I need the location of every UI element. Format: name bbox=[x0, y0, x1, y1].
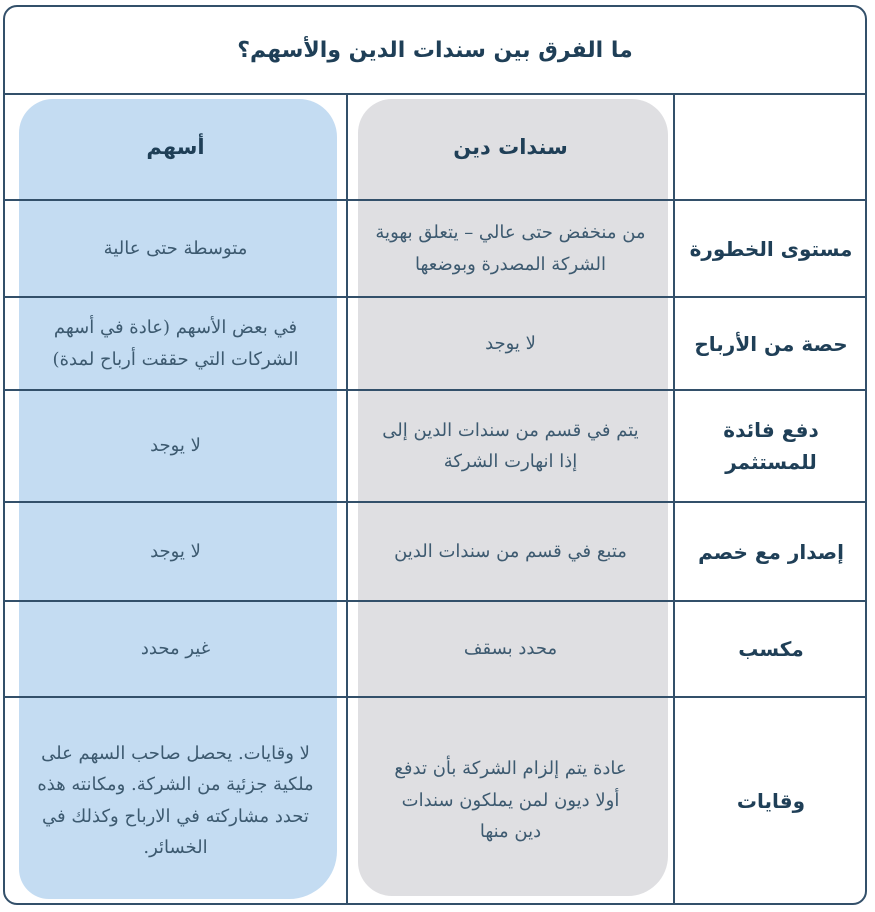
header-stocks: أسهم bbox=[146, 134, 205, 159]
bonds-discount-value: متبع في قسم من سندات الدين bbox=[394, 540, 627, 562]
comparison-table bbox=[3, 5, 867, 905]
row-label-gain: مكسب bbox=[738, 637, 804, 661]
row-label-interest: دفع فائدة للمستثمر bbox=[723, 418, 819, 474]
stocks-interest-value: لا يوجد bbox=[150, 435, 201, 457]
stocks-risk-value: متوسطة حتى عالية bbox=[103, 237, 248, 259]
bonds-interest-value: يتم في قسم من سندات الدين إلى إذا انهارت الشركة bbox=[382, 419, 639, 472]
stocks-protections-value: لا وقايات. يحصل صاحب السهم على ملكية جزئية من الشركة. ومكانته هذه تحدد مشاركته في الارباح وكذلك في الخسائر. bbox=[37, 742, 314, 858]
row-label-risk: مستوى الخطورة bbox=[689, 236, 853, 261]
stocks-dividends-value: في بعض الأسهم (عادة في أسهم الشركات التي حققت أرباح لمدة) bbox=[52, 317, 299, 370]
header-empty bbox=[675, 95, 867, 199]
bonds-gain-value: محدد بسقف bbox=[463, 638, 558, 660]
bonds-dividends-value: لا يوجد bbox=[485, 332, 536, 354]
bonds-protections-value: عادة يتم إلزام الشركة بأن تدفع أولا ديون لمن يملكون سندات دين منها bbox=[394, 758, 627, 843]
stocks-discount-value: لا يوجد bbox=[150, 540, 201, 562]
row-label-protections: وقايات bbox=[736, 788, 806, 813]
row-label-discount: إصدار مع خصم bbox=[698, 539, 844, 564]
stocks-gain-value: غير محدد bbox=[140, 638, 211, 660]
bonds-risk-value: من منخفض حتى عالي – يتعلق بهوية الشركة المصدرة وبوضعها bbox=[375, 222, 646, 275]
table-title: ما الفرق بين سندات الدين والأسهم؟ bbox=[5, 7, 865, 95]
row-label-dividends: حصة من الأرباح bbox=[694, 331, 848, 356]
header-bonds: سندات دين bbox=[453, 134, 568, 159]
